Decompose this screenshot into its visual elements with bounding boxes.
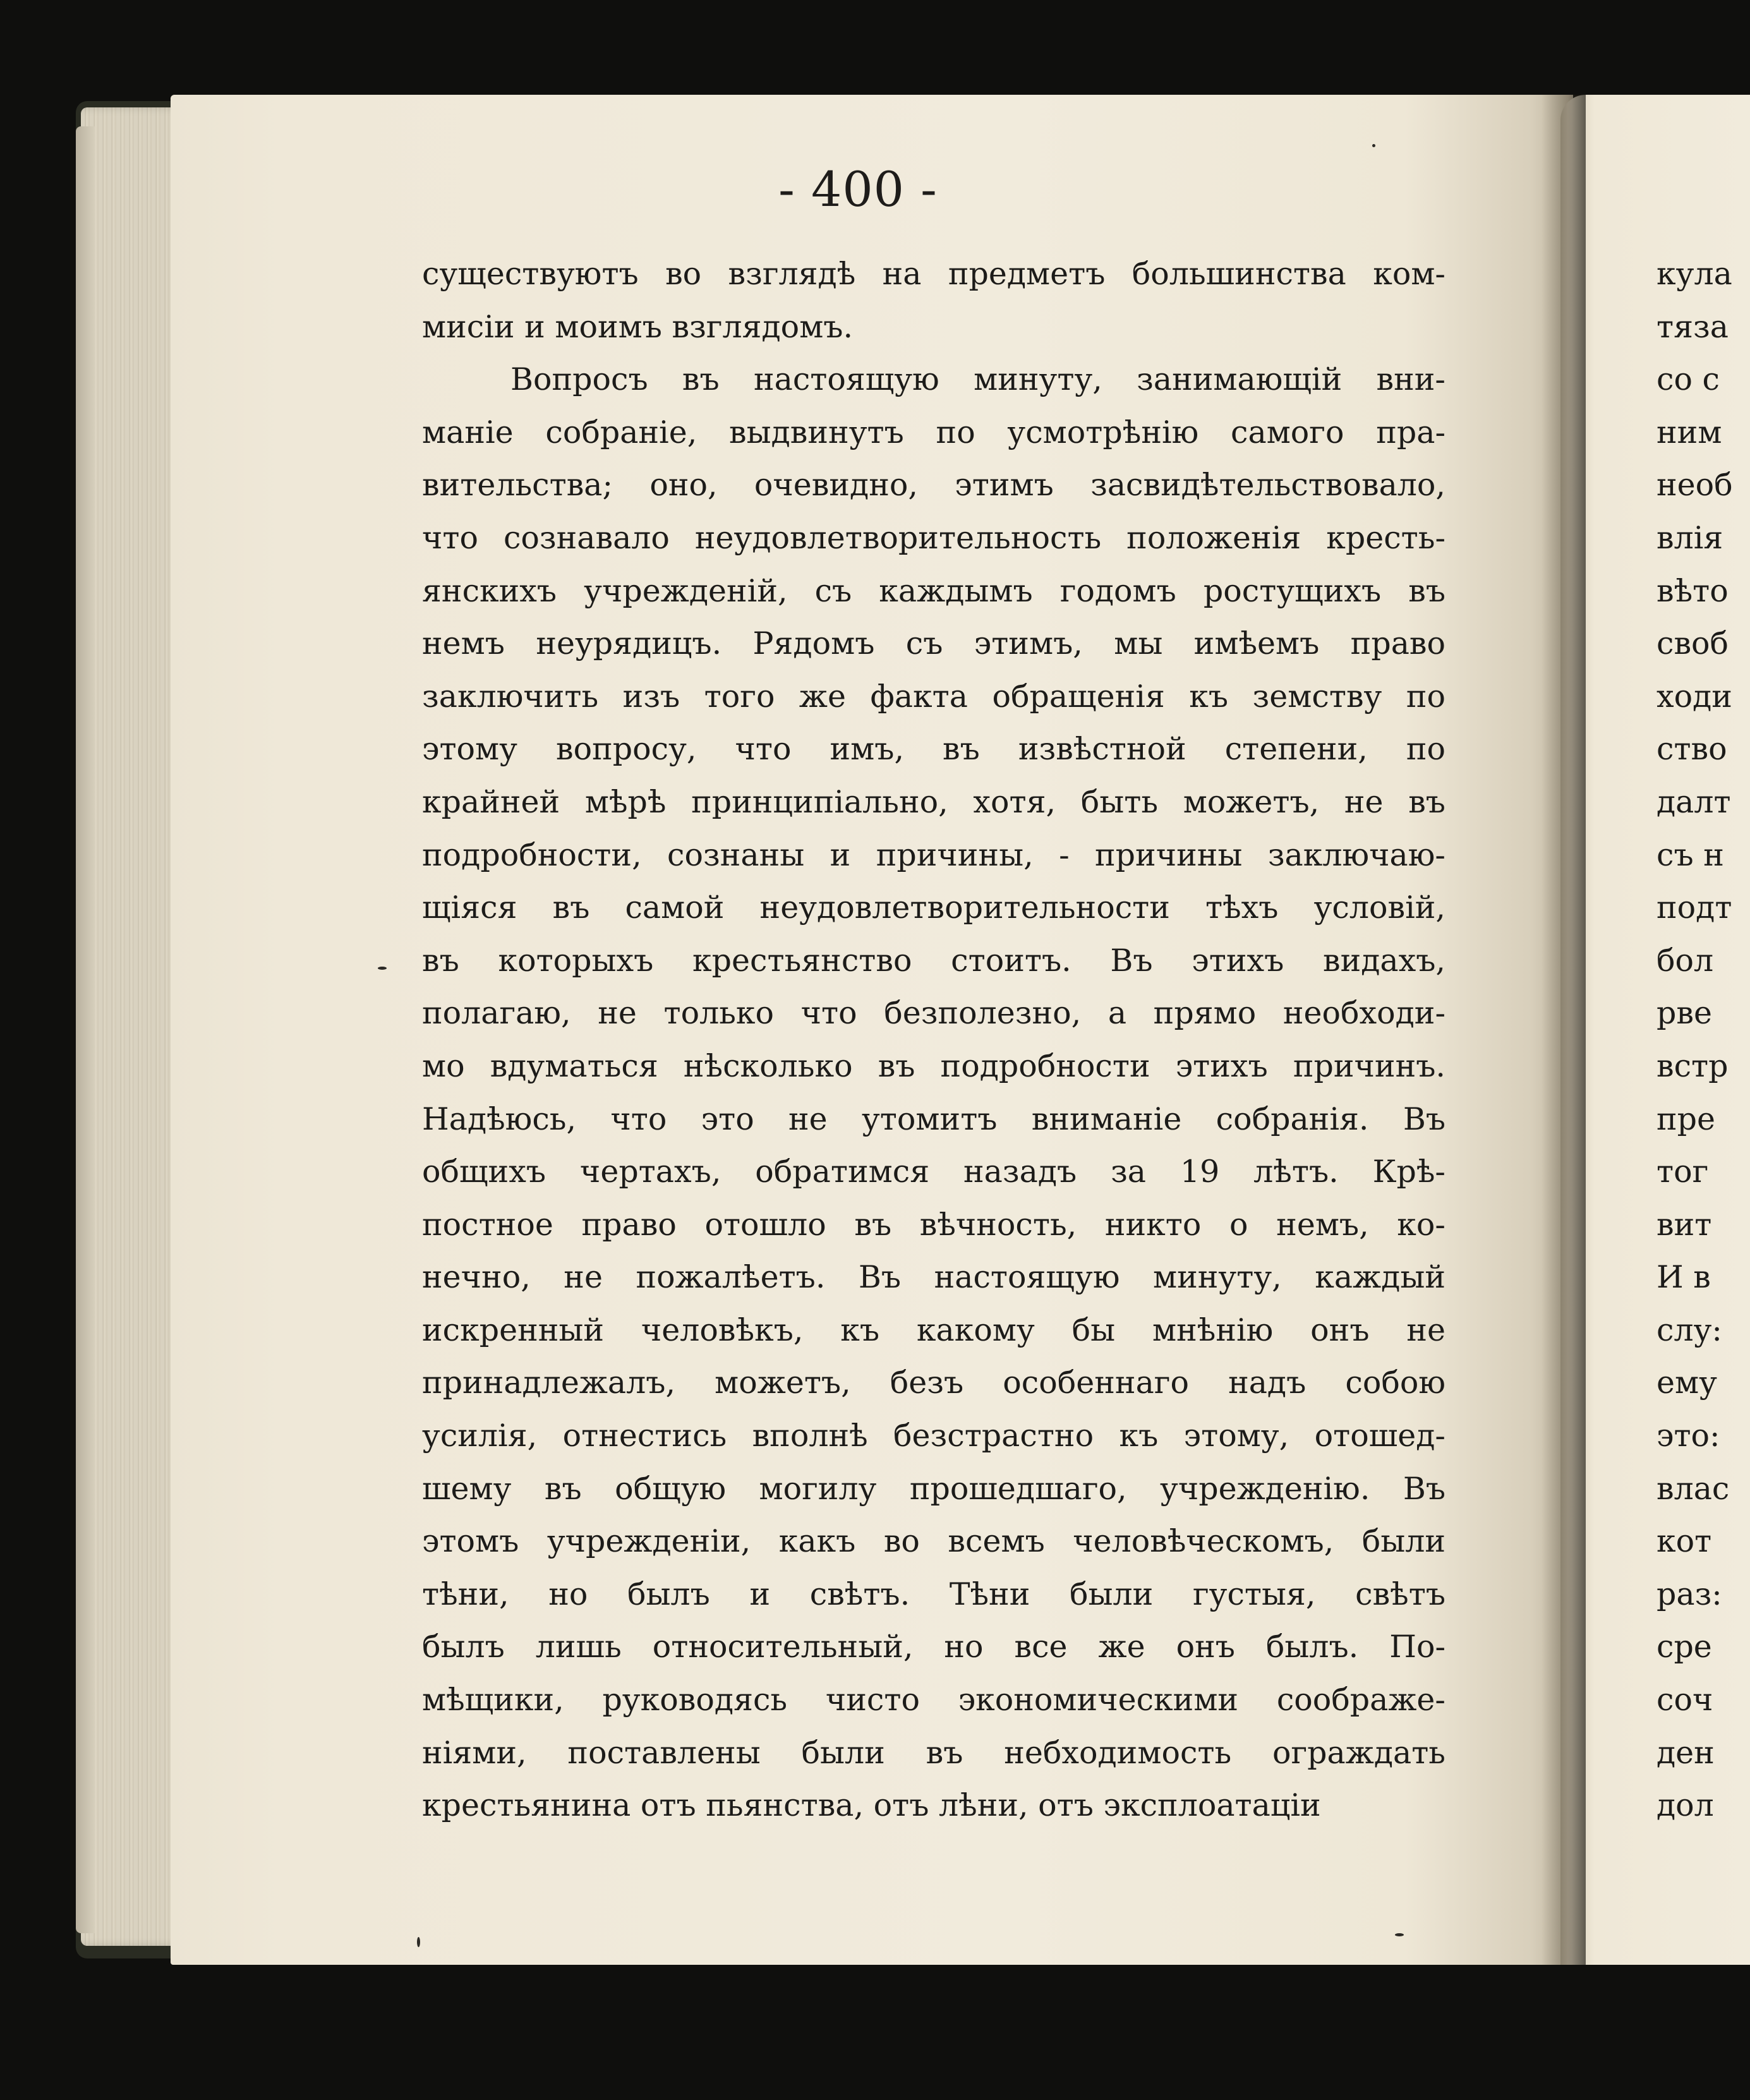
text-line: мо вдуматься нѣсколько въ подробности этихъ причинъ. bbox=[422, 1047, 1445, 1084]
text-line: мѣщики, руководясь чисто экономическими соображе- bbox=[422, 1682, 1445, 1718]
text-line: этомъ учрежденіи, какъ во всемъ человѣческомъ, были bbox=[422, 1523, 1445, 1560]
right-page-fragment: ним bbox=[1656, 414, 1722, 450]
text-line: мисіи и моимъ взглядомъ. bbox=[422, 308, 854, 345]
text-line: этому вопросу, что имъ, въ извѣстной степени, по bbox=[422, 731, 1445, 768]
page-body-text bbox=[422, 248, 1445, 1832]
text-line: маніе собраніе, выдвинутъ по усмотрѣнію самого пра- bbox=[422, 414, 1445, 450]
right-page-fragment: съ н bbox=[1656, 836, 1724, 873]
right-page-fragment: дол bbox=[1656, 1787, 1714, 1824]
page-number: - 400 - bbox=[778, 161, 938, 217]
right-page-fragment: ходи bbox=[1656, 678, 1732, 715]
text-line: заключить изъ того же факта обращенія къ земству по bbox=[422, 678, 1445, 715]
text-line: крестьянина отъ пьянства, отъ лѣни, отъ эксплоатаціи bbox=[422, 1787, 1321, 1824]
text-line: былъ лишь относительный, но все же онъ былъ. По- bbox=[422, 1629, 1445, 1665]
right-page-fragment: сре bbox=[1656, 1629, 1712, 1665]
right-page-fragment: рве bbox=[1656, 995, 1712, 1032]
right-page-fragment: это: bbox=[1656, 1418, 1720, 1454]
right-page-text-fragments bbox=[1656, 248, 1733, 1832]
right-page-fragment: необ bbox=[1656, 467, 1733, 504]
right-page-fragment: раз: bbox=[1656, 1576, 1722, 1612]
gutter-shadow bbox=[1542, 95, 1586, 1965]
text-line: постное право отошло въ вѣчность, никто о немъ, ко- bbox=[422, 1206, 1445, 1243]
text-line: шему въ общую могилу прошедшаго, учрежденію. Въ bbox=[422, 1470, 1445, 1507]
right-page-fragment: тяза bbox=[1656, 308, 1729, 345]
text-line: тѣни, но былъ и свѣтъ. Тѣни были густыя, свѣтъ bbox=[422, 1576, 1445, 1612]
right-page-fragment: своб bbox=[1656, 625, 1729, 662]
text-line: усилія, отнестись вполнѣ безстрастно къ этому, отошед- bbox=[422, 1418, 1445, 1454]
right-page-fragment: ство bbox=[1656, 731, 1727, 768]
right-page-fragment: влас bbox=[1656, 1470, 1730, 1507]
right-page-fragment: ден bbox=[1656, 1734, 1715, 1771]
text-line: полагаю, не только что безполезно, а прямо необходи- bbox=[422, 995, 1445, 1032]
text-line: общихъ чертахъ, обратимся назадъ за 19 лѣтъ. Крѣ- bbox=[422, 1154, 1445, 1190]
text-line: вительства; оно, очевидно, этимъ засвидѣтельствовало, bbox=[422, 467, 1445, 504]
right-page-fragment: кула bbox=[1656, 256, 1732, 292]
right-page-fragment: встр bbox=[1656, 1047, 1729, 1084]
text-line: немъ неурядицъ. Рядомъ съ этимъ, мы имѣемъ право bbox=[422, 625, 1445, 662]
text-line: Вопросъ въ настоящую минуту, занимающій вни- bbox=[510, 361, 1445, 398]
right-page bbox=[1560, 95, 1750, 1965]
right-page-fragment: подт bbox=[1656, 890, 1732, 926]
text-line: щіяся въ самой неудовлетворительности тѣхъ условій, bbox=[422, 890, 1445, 926]
right-page-fragment: со с bbox=[1656, 361, 1720, 398]
text-line: принадлежалъ, можетъ, безъ особеннаго надъ собою bbox=[422, 1365, 1445, 1401]
right-page-fragment: соч bbox=[1656, 1682, 1713, 1718]
text-line: Надѣюсь, что это не утомитъ вниманіе собранія. Въ bbox=[422, 1101, 1445, 1137]
text-line: въ которыхъ крестьянство стоитъ. Въ этихъ видахъ, bbox=[422, 942, 1445, 979]
right-page-fragment: ему bbox=[1656, 1365, 1717, 1401]
right-page-fragment: бол bbox=[1656, 942, 1714, 979]
text-line: подробности, сознаны и причины, - причины заключаю- bbox=[422, 836, 1445, 873]
text-line: что сознавало неудовлетворительность положенія кресть- bbox=[422, 519, 1445, 556]
right-page-fragment: тог bbox=[1656, 1154, 1709, 1190]
text-line: нечно, не пожалѣетъ. Въ настоящую минуту, каждый bbox=[422, 1259, 1445, 1296]
right-page-fragment: вѣто bbox=[1656, 572, 1729, 609]
right-page-fragment: вит bbox=[1656, 1206, 1712, 1243]
text-line: искренный человѣкъ, къ какому бы мнѣнію онъ не bbox=[422, 1312, 1445, 1348]
right-page-fragment: влія bbox=[1656, 519, 1723, 556]
text-line: ніями, поставлены были въ небходимость ограждать bbox=[422, 1734, 1445, 1771]
right-page-fragment: кот bbox=[1656, 1523, 1712, 1560]
text-line: крайней мѣрѣ принципіально, хотя, быть можетъ, не въ bbox=[422, 783, 1445, 820]
right-page-fragment: далт bbox=[1656, 783, 1731, 820]
right-page-fragment: И в bbox=[1656, 1259, 1711, 1296]
right-page-fragment: слу: bbox=[1656, 1312, 1722, 1348]
text-line: существуютъ во взглядѣ на предметъ большинства ком- bbox=[422, 256, 1445, 292]
text-line: янскихъ учрежденій, съ каждымъ годомъ ростущихъ въ bbox=[422, 572, 1445, 609]
right-page-fragment: пре bbox=[1656, 1101, 1716, 1137]
